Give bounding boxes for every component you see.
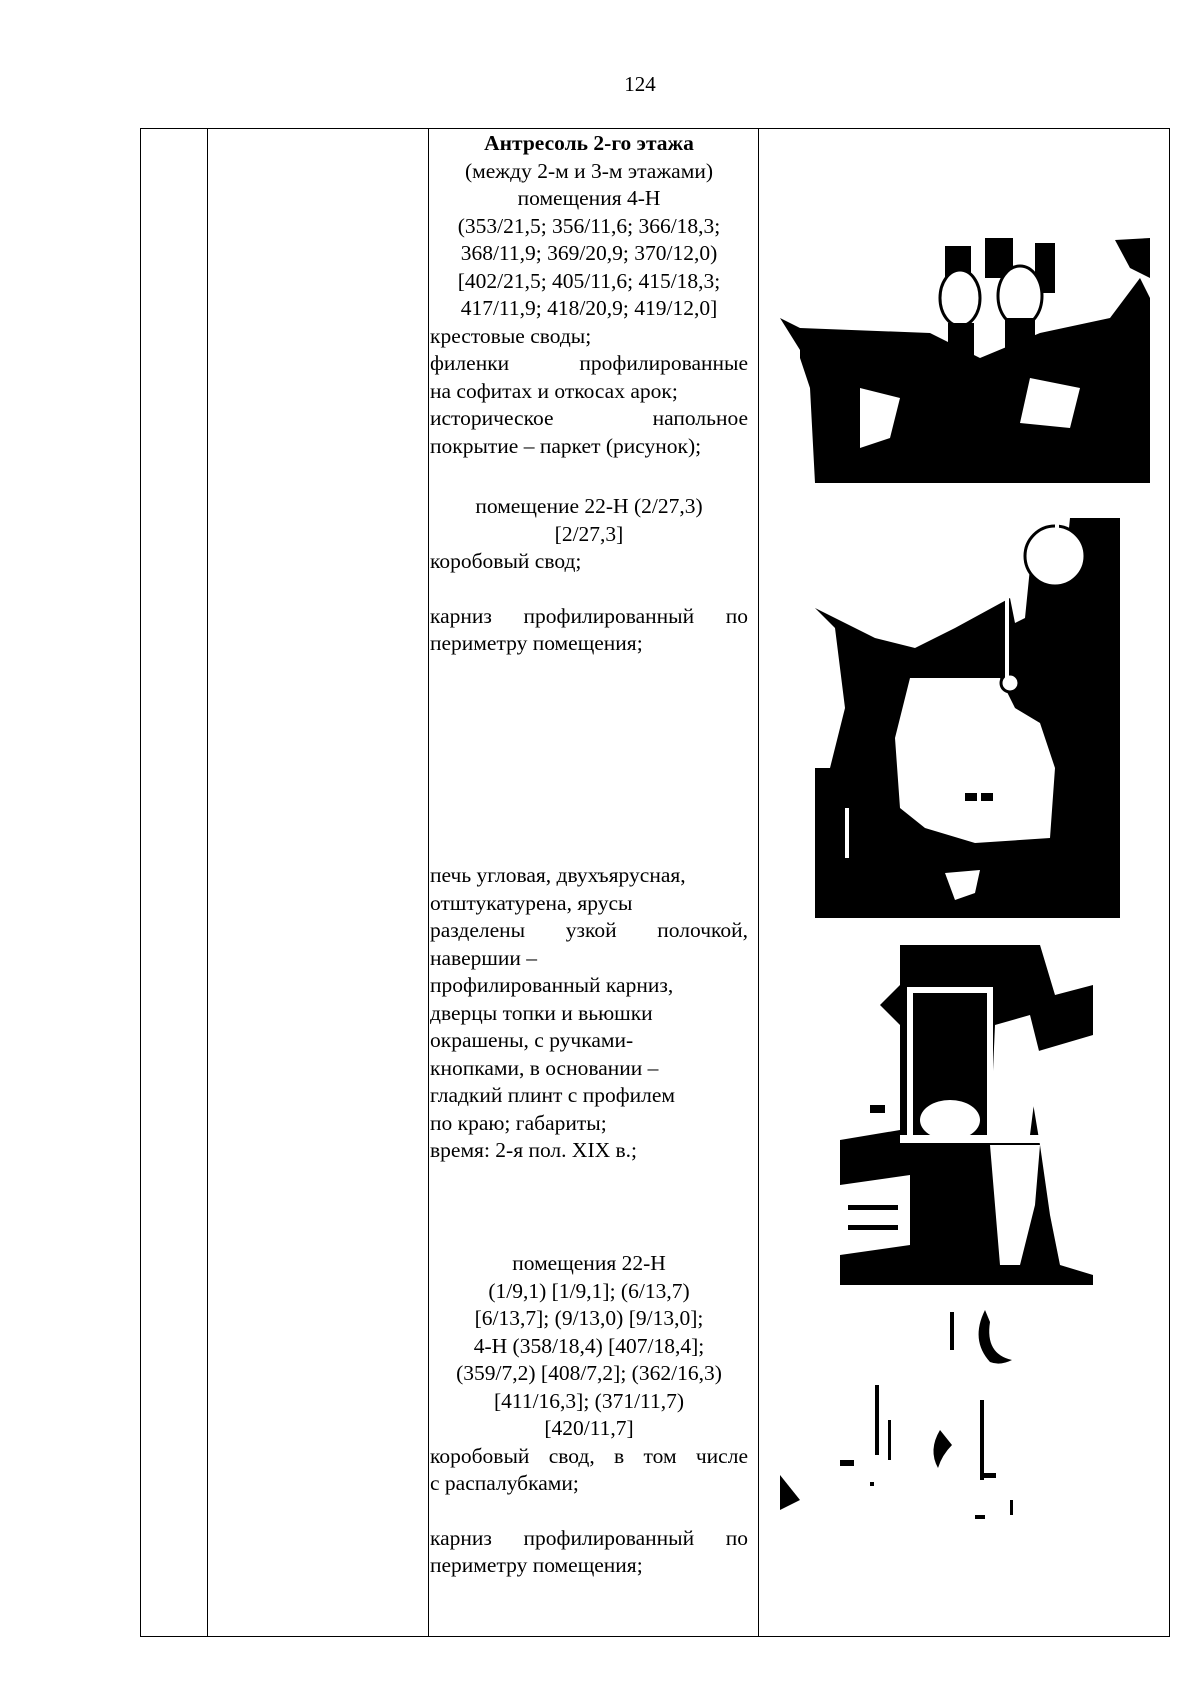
block-3-text: навершии –	[430, 945, 538, 970]
column-divider-2	[428, 128, 429, 1637]
photo-icon	[815, 508, 1120, 918]
block-4-text: с распалубками;	[430, 1471, 579, 1495]
photo-icon	[840, 945, 1093, 1285]
block-1-text: историческое напольное	[430, 406, 748, 430]
block-4-refs: (359/7,2) [408/7,2]; (362/16,3)	[456, 1361, 722, 1385]
photo-vaults-chandelier	[780, 238, 1150, 483]
block-2	[430, 493, 748, 658]
block-4-refs: 4-Н (358/18,4) [407/18,4];	[473, 1333, 705, 1358]
photo-stove	[840, 945, 1093, 1285]
photo-icon	[780, 1310, 1040, 1530]
block-1-refs: 368/11,9; 369/20,9; 370/12,0)	[460, 241, 718, 265]
photo-room-lamp	[815, 508, 1120, 918]
block-1-refs: [402/21,5; 405/11,6; 415/18,3;	[457, 268, 721, 293]
block-3-text: окрашены, с ручками-	[430, 1028, 634, 1052]
block-1-text: на софитах и откосах арок;	[430, 378, 678, 403]
block-4-text: периметру помещения;	[430, 1553, 643, 1577]
block-1-title: помещения 4-Н	[517, 186, 661, 210]
block-2-text: коробовый свод;	[430, 549, 582, 573]
block-3-text: по краю; габариты;	[430, 1110, 607, 1135]
block-4-refs: [420/11,7]	[544, 1416, 634, 1440]
block-1-refs: (353/21,5; 356/11,6; 366/18,3;	[457, 213, 721, 238]
section-subheading: (между 2-м и 3-м этажами)	[465, 158, 713, 183]
section-heading: Антресоль 2-го этажа	[484, 131, 694, 155]
block-4-refs: [6/13,7]; (9/13,0) [9/13,0];	[474, 1306, 704, 1330]
block-3-text: дверцы топки и вьюшки	[430, 1000, 653, 1025]
block-2-text: периметру помещения;	[430, 631, 643, 655]
block-1-text: покрытие – паркет (рисунок);	[430, 433, 702, 458]
block-3-text: профилированный карниз,	[430, 973, 674, 997]
block-4-refs: [411/16,3]; (371/11,7)	[493, 1388, 685, 1413]
block-1	[430, 130, 748, 460]
block-3	[430, 862, 748, 1165]
block-3-text: кнопками, в основании –	[430, 1055, 659, 1080]
block-3-text: время: 2-я пол. XIX в.;	[430, 1138, 638, 1162]
block-2-refs: [2/27,3]	[554, 521, 624, 546]
column-divider-1	[207, 128, 208, 1637]
block-4-text: карниз профилированный по	[430, 1525, 748, 1550]
block-4-text: коробовый свод, в том числе	[430, 1443, 748, 1468]
block-2-title: помещение 22-Н (2/27,3)	[475, 494, 703, 518]
block-3-text: печь угловая, двухъярусная,	[430, 863, 686, 887]
block-1-refs: 417/11,9; 418/20,9; 419/12,0]	[460, 296, 718, 320]
block-2-text: карниз профилированный по	[430, 603, 748, 628]
block-3-text: разделены узкой полочкой,	[430, 918, 748, 942]
block-1-text: крестовые своды;	[430, 323, 592, 348]
block-4-title: помещения 22-Н	[512, 1251, 666, 1275]
photo-icon	[780, 238, 1150, 483]
photo-vault-fragment	[780, 1310, 1040, 1530]
page-number: 124	[624, 72, 656, 96]
block-4	[430, 1250, 748, 1580]
block-1-text: филенки профилированные	[430, 351, 748, 375]
column-divider-3	[758, 128, 759, 1637]
block-3-text: отштукатурена, ярусы	[430, 890, 633, 915]
block-3-text: гладкий плинт с профилем	[430, 1083, 676, 1107]
block-4-refs: (1/9,1) [1/9,1]; (6/13,7)	[488, 1278, 690, 1303]
